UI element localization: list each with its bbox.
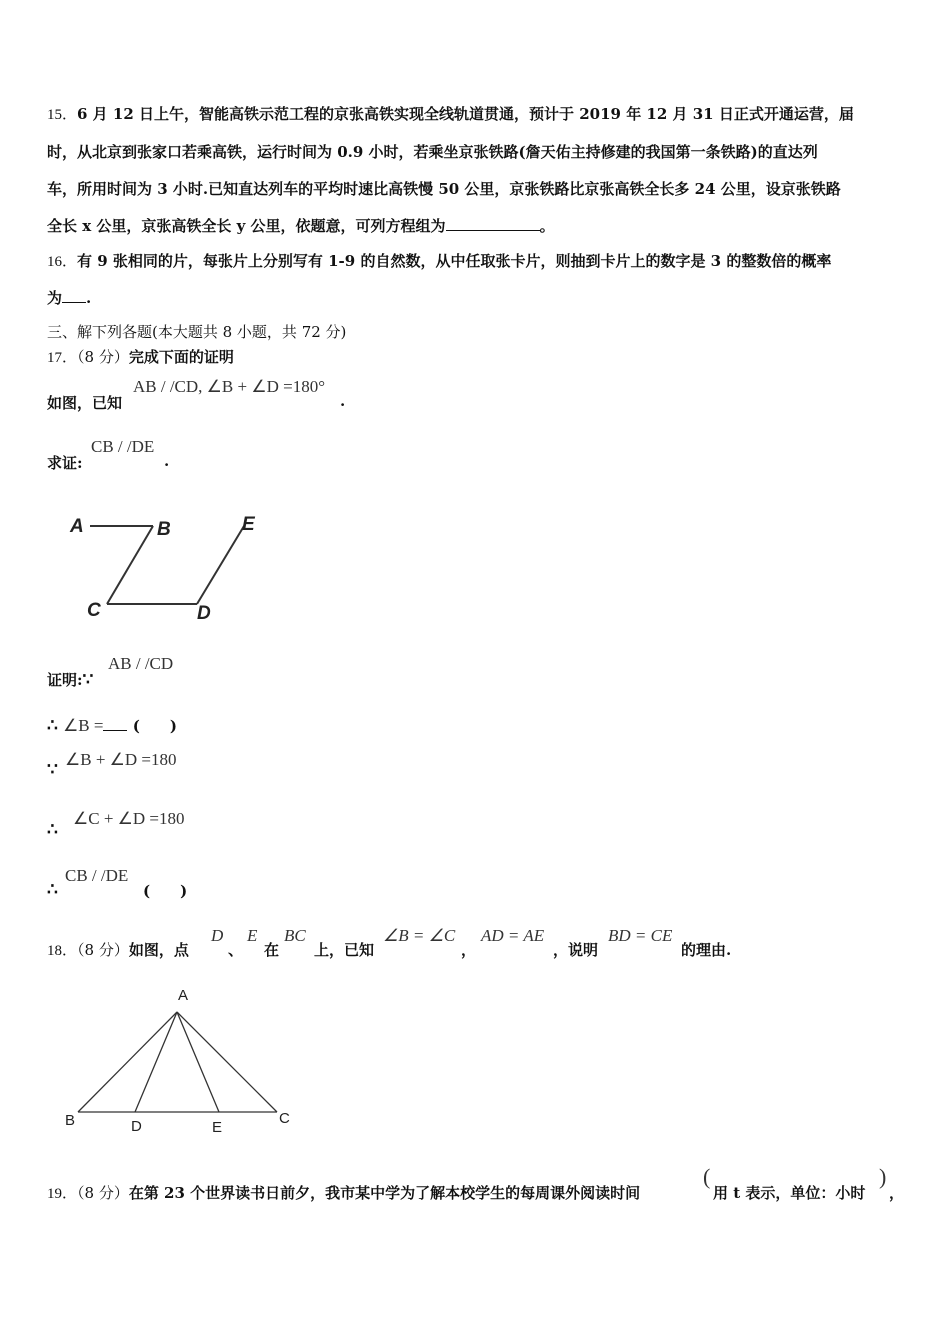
q18-math-ad-ae: AD = AE: [481, 926, 545, 945]
q15-number: 15．: [47, 107, 78, 123]
q16-text-2-end: .: [86, 289, 92, 307]
section-3-heading: 三、解下列各题(本大题共 8 小题，共 72 分): [47, 323, 347, 341]
q17-title: 完成下面的证明: [128, 348, 234, 366]
q18-math-bd-ce: BD = CE: [608, 926, 673, 945]
q18-segment-ab: [78, 1012, 177, 1112]
q18-text-g: 的理由.: [681, 941, 732, 959]
q16-text-1: 有 9 张相同的片，每张片上分别写有 1-9 的自然数，从中任取张卡片，则抽到卡片上的数字是 3 的整数倍的概率: [77, 252, 832, 270]
q17-header: [47, 346, 234, 367]
q17-prove-math: CB / /DE: [91, 437, 155, 456]
because-symbol: ∵: [47, 760, 58, 780]
q16-line-1: [47, 250, 831, 271]
q17-given-math: AB / /CD, ∠B + ∠D =180°: [133, 377, 325, 396]
q16-answer-blank[interactable]: [62, 288, 86, 303]
q17-proof-line-2: [47, 715, 177, 736]
q18-segment-ae: [177, 1012, 219, 1112]
q18-label-b: B: [65, 1112, 76, 1129]
q17-proof-line-1: [47, 669, 93, 690]
q17-label-b: B: [157, 519, 171, 540]
q17-proof-math-1: AB / /CD: [108, 654, 174, 673]
q18-math-bc: BC: [284, 926, 306, 945]
q15-text-3: 车，所用时间为 3 小时.已知直达列车的平均时速比高铁慢 50 公里，京张铁路比京张高铁全长多 24 公里，设京张铁路: [47, 180, 841, 198]
q18-text-e: ，: [461, 941, 477, 959]
q17-proof-math-2: ∠B =: [63, 716, 104, 735]
q17-proof-blank-angle[interactable]: [103, 716, 127, 731]
q17-label-a: A: [70, 516, 84, 537]
q17-proof-math-5: CB / /DE: [65, 866, 129, 885]
q18-label-c: C: [279, 1110, 290, 1127]
q18-number: 18．: [47, 943, 78, 959]
therefore-symbol: ∴: [47, 820, 58, 840]
q15-answer-blank[interactable]: [446, 216, 540, 231]
because-symbol: ∵: [82, 670, 94, 690]
q17-proof-label: 证明:: [47, 671, 83, 689]
q19-text-c: ，: [889, 1184, 905, 1202]
q18-math-angles: ∠B = ∠C: [383, 926, 456, 945]
q19-points: （8 分）: [77, 1184, 129, 1202]
q17-label-e: E: [242, 514, 255, 535]
q15-text-4: 全长 x 公里，京张高铁全长 y 公里，依题意，可列方程组为: [47, 217, 446, 235]
q17-given-end: .: [340, 392, 346, 410]
q16-number: 16．: [47, 254, 78, 270]
q18-text-a: 如图，点: [128, 941, 189, 959]
q16-text-2: 为: [47, 289, 63, 307]
q19-number: 19．: [47, 1186, 78, 1202]
q18-label-e: E: [212, 1119, 223, 1136]
q15-text-4-end: 。: [539, 217, 555, 235]
q15-line-4: [47, 215, 555, 236]
q18-figure: [55, 982, 305, 1137]
q17-label-d: D: [197, 603, 211, 624]
q17-number: 17．: [47, 350, 78, 366]
q18-math-e: E: [247, 926, 258, 945]
q19-prefix: [47, 1182, 640, 1203]
q18-segment-ad: [135, 1012, 177, 1112]
q19-text-a: 在第 23 个世界读书日前夕，我市某中学为了解本校学生的每周课外阅读时间: [128, 1184, 641, 1202]
q18-segment-ac: [177, 1012, 277, 1112]
q16-line-2: [47, 287, 91, 308]
q18-text-d: 上，已知: [314, 941, 375, 959]
q19-text-b: 用 t 表示，单位：小时: [713, 1184, 866, 1202]
q18-prefix: [47, 939, 189, 960]
q15-text-1: 6 月 12 日上午，智能高铁示范工程的京张高铁实现全线轨道贯通，预计于 2019 年 12 月 31 日正式开通运营，届: [77, 105, 854, 123]
q17-segment-de: [197, 526, 244, 604]
q18-points: （8 分）: [77, 941, 129, 959]
q17-label-c: C: [87, 600, 101, 621]
q19-paren-close: ): [879, 1164, 887, 1189]
q17-proof-reason-2[interactable]: ( ): [132, 717, 177, 735]
q19-paren-open: (: [703, 1164, 711, 1189]
q18-label-d: D: [131, 1118, 142, 1135]
q17-proof-line-5: [47, 880, 58, 900]
therefore-symbol: ∴: [47, 880, 58, 900]
q18-text-c: 在: [264, 941, 280, 959]
q15-line-1: [47, 103, 854, 124]
q17-segment-bc: [107, 526, 153, 604]
q15-text-2: 时，从北京到张家口若乘高铁，运行时间为 0.9 小时，若乘坐京张铁路(詹天佑主持修建的我国第一条铁路)的直达列: [47, 143, 818, 161]
q18-text-b: 、: [228, 941, 244, 959]
q18-label-a: A: [178, 987, 189, 1004]
q17-prove-end: .: [164, 452, 170, 470]
q17-given-label: 如图，已知: [47, 394, 123, 412]
q18-math-d: D: [211, 926, 224, 945]
q18-text-f: ，说明: [553, 941, 599, 959]
q17-proof-line-4: [47, 820, 58, 840]
q17-proof-line-3: [47, 760, 58, 780]
q17-proof-math-4: ∠C + ∠D =180: [73, 809, 185, 828]
q17-figure: [60, 508, 280, 633]
q17-proof-reason-5[interactable]: ( ): [143, 882, 188, 900]
q17-prove-label: 求证:: [47, 454, 83, 472]
therefore-symbol: ∴: [47, 716, 58, 736]
q17-points: （8 分）: [77, 348, 129, 366]
q17-proof-math-3: ∠B + ∠D =180: [65, 750, 177, 769]
